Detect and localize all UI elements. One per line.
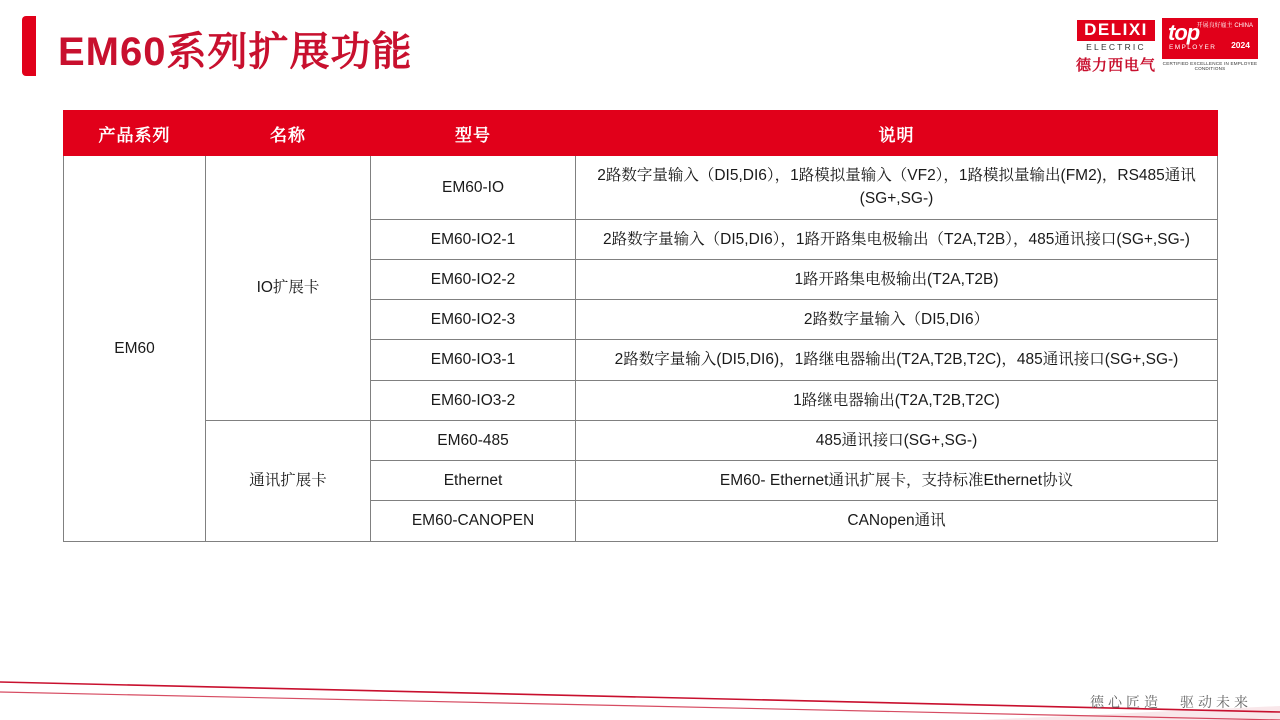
cell-model: EM60-IO xyxy=(371,156,576,220)
delixi-sub-text: ELECTRIC xyxy=(1086,41,1146,52)
footer-tagline: 德心匠造 驱动未来 xyxy=(1090,694,1252,710)
table-body xyxy=(64,156,1218,542)
cell-description: 2路数字量输入（DI5,DI6），1路模拟量输入（VF2），1路模拟量输出(FM2)，RS485通讯(SG+,SG-) xyxy=(576,156,1218,220)
header-model: 型号 xyxy=(371,111,576,156)
cell-description: 485通讯接口(SG+,SG-) xyxy=(576,420,1218,460)
table-row xyxy=(64,420,1218,460)
spec-table xyxy=(63,110,1218,542)
cell-description: 2路数字量输入(DI5,DI6)，1路继电器输出(T2A,T2B,T2C)，485通讯接口(SG+,SG-) xyxy=(576,340,1218,380)
top-employer-region: 开展良好雇主 CHINA xyxy=(1196,23,1253,29)
table-header xyxy=(64,111,1218,156)
cell-description: 2路数字量输入（DI5,DI6），1路开路集电极输出（T2A,T2B），485通讯接口(SG+,SG-) xyxy=(576,219,1218,259)
cell-model: EM60-IO2-3 xyxy=(371,300,576,340)
cell-description: 1路继电器输出(T2A,T2B,T2C) xyxy=(576,380,1218,420)
cell-description: EM60- Ethernet通讯扩展卡，支持标准Ethernet协议 xyxy=(576,461,1218,501)
cell-description: 2路数字量输入（DI5,DI6） xyxy=(576,300,1218,340)
cell-group-comm: 通讯扩展卡 xyxy=(206,420,371,541)
top-employer-year: 2024 xyxy=(1231,40,1250,50)
header-name: 名称 xyxy=(206,111,371,156)
spec-table-wrapper xyxy=(63,110,1218,542)
cell-description: CANopen通讯 xyxy=(576,501,1218,541)
cell-model: Ethernet xyxy=(371,461,576,501)
header-description: 说明 xyxy=(576,111,1218,156)
cell-model: EM60-485 xyxy=(371,420,576,460)
cell-model: EM60-IO3-1 xyxy=(371,340,576,380)
footer-decoration xyxy=(0,670,1280,720)
cell-description: 1路开路集电极输出(T2A,T2B) xyxy=(576,259,1218,299)
delixi-logo xyxy=(1076,18,1156,75)
logo-area xyxy=(1076,18,1258,75)
table-header-row xyxy=(64,111,1218,156)
delixi-brand-text: DELIXI xyxy=(1077,20,1155,41)
delixi-chinese-text: 德力西电气 xyxy=(1075,56,1156,74)
cell-model: EM60-IO2-1 xyxy=(371,219,576,259)
top-employer-badge xyxy=(1162,18,1258,72)
cell-model: EM60-IO3-2 xyxy=(371,380,576,420)
title-accent-bar xyxy=(22,16,36,76)
cell-model: EM60-IO2-2 xyxy=(371,259,576,299)
header-product-series: 产品系列 xyxy=(64,111,206,156)
cell-model: EM60-CANOPEN xyxy=(371,501,576,541)
table-row xyxy=(64,156,1218,220)
footer-lines-svg xyxy=(0,670,1280,720)
cell-product-series: EM60 xyxy=(64,156,206,542)
top-employer-top-text: top xyxy=(1168,20,1200,45)
top-employer-caption: CERTIFIED EXCELLENCE IN EMPLOYEE CONDITIONS xyxy=(1162,58,1258,72)
top-employer-label: EMPLOYER xyxy=(1169,44,1217,51)
page-title: EM60系列扩展功能 xyxy=(58,30,413,74)
cell-group-io: IO扩展卡 xyxy=(206,156,371,421)
